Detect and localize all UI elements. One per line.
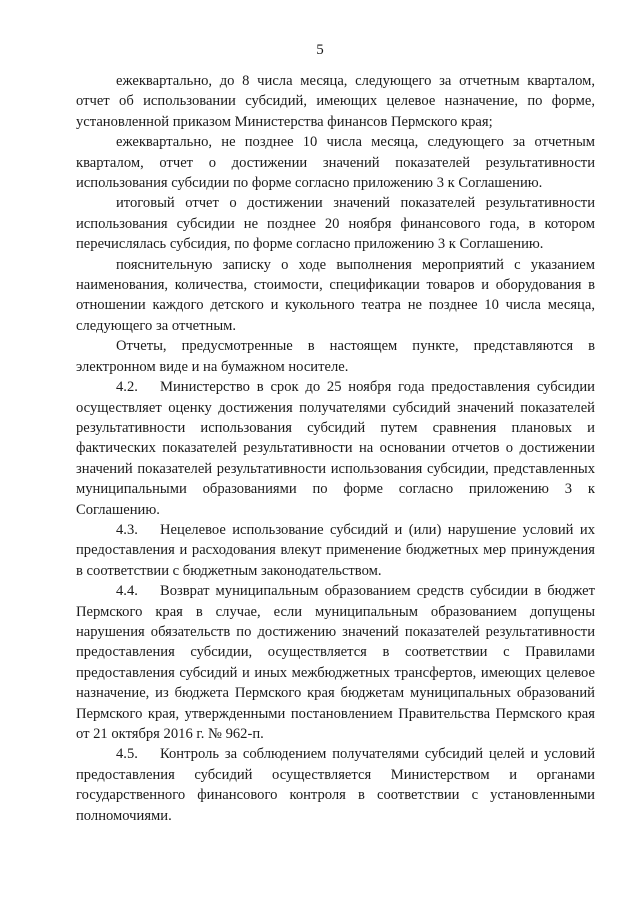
- clause-number: 4.3.: [116, 521, 138, 538]
- clause-number: 4.2.: [116, 379, 138, 396]
- clause-number: 4.4.: [116, 583, 138, 600]
- clause-4-3: [76, 520, 595, 581]
- clause-text: Контроль за соблюдением получателями субсидий целей и условий предоставления субсидий осуществляется Министерством и органами государственного финансового контроля в соответствии с установленными полномочиями.: [76, 746, 595, 824]
- paragraph-explanatory-note: пояснительную записку о ходе выполнения мероприятий с указанием наименования, количества, стоимости, спецификации товаров и оборудования в отношении каждого детского и кукольного театра не позднее 10 числа месяца, следующего за отчетным.: [76, 256, 595, 334]
- clause-text: Нецелевое использование субсидий и (или) нарушение условий их предоставления и расходования влекут применение бюджетных мер принуждения в соответствии с бюджетным законодательством.: [76, 521, 595, 579]
- clause-number: 4.5.: [116, 746, 138, 763]
- paragraph-quarterly-subsidy-report: ежеквартально, до 8 числа месяца, следующего за отчетным кварталом, отчет об использовании субсидий, имеющих целевое назначение, по форме, установленной приказом Министерства финансов Пермского края;: [76, 73, 595, 130]
- paragraph-reports-format: Отчеты, предусмотренные в настоящем пункте, представляются в электронном виде и на бумажном носителе.: [76, 338, 595, 375]
- clause-text: Министерство в срок до 25 ноября года предоставления субсидии осуществляет оценку достижения получателями субсидий значений показателей результативности использования субсидий путем сравнения плановых и фактических показателей результативности на основании отчетов о достижении значений показателей результативности использования субсидии, представленных муниципальными образованиями по форме согласно приложению 3 к Соглашению.: [76, 379, 595, 518]
- paragraph-quarterly-performance-report: ежеквартально, не позднее 10 числа месяца, следующего за отчетным кварталом, отчет о достижении значений показателей результативности использования субсидии по форме согласно приложению 3 к Соглашению.: [76, 134, 595, 192]
- paragraph-final-report: итоговый отчет о достижении значений показателей результативности использования субсидии не позднее 20 ноября финансового года, в котором перечислялась субсидия, по форме согласно приложению 3 к Соглашению.: [76, 195, 595, 253]
- page-number: 5: [316, 42, 324, 58]
- clause-4-5: [76, 744, 595, 826]
- clause-4-2: [76, 377, 595, 520]
- clause-4-4: [76, 581, 595, 744]
- clause-text: Возврат муниципальным образованием средств субсидии в бюджет Пермского края в случае, если муниципальным образованием допущены нарушения обязательств по достижению значений показателей результативности предоставления субсидии, осуществляется в соответствии с Правилами предоставления субсидий и иных межбюджетных трансфертов, имеющих целевое назначение, из бюджета Пермского края бюджетам муниципальных образований Пермского края, утвержденными постановлением Правительства Пермского края от 21 октября 2016 г. № 962-п.: [76, 583, 595, 742]
- document-body: [76, 71, 595, 826]
